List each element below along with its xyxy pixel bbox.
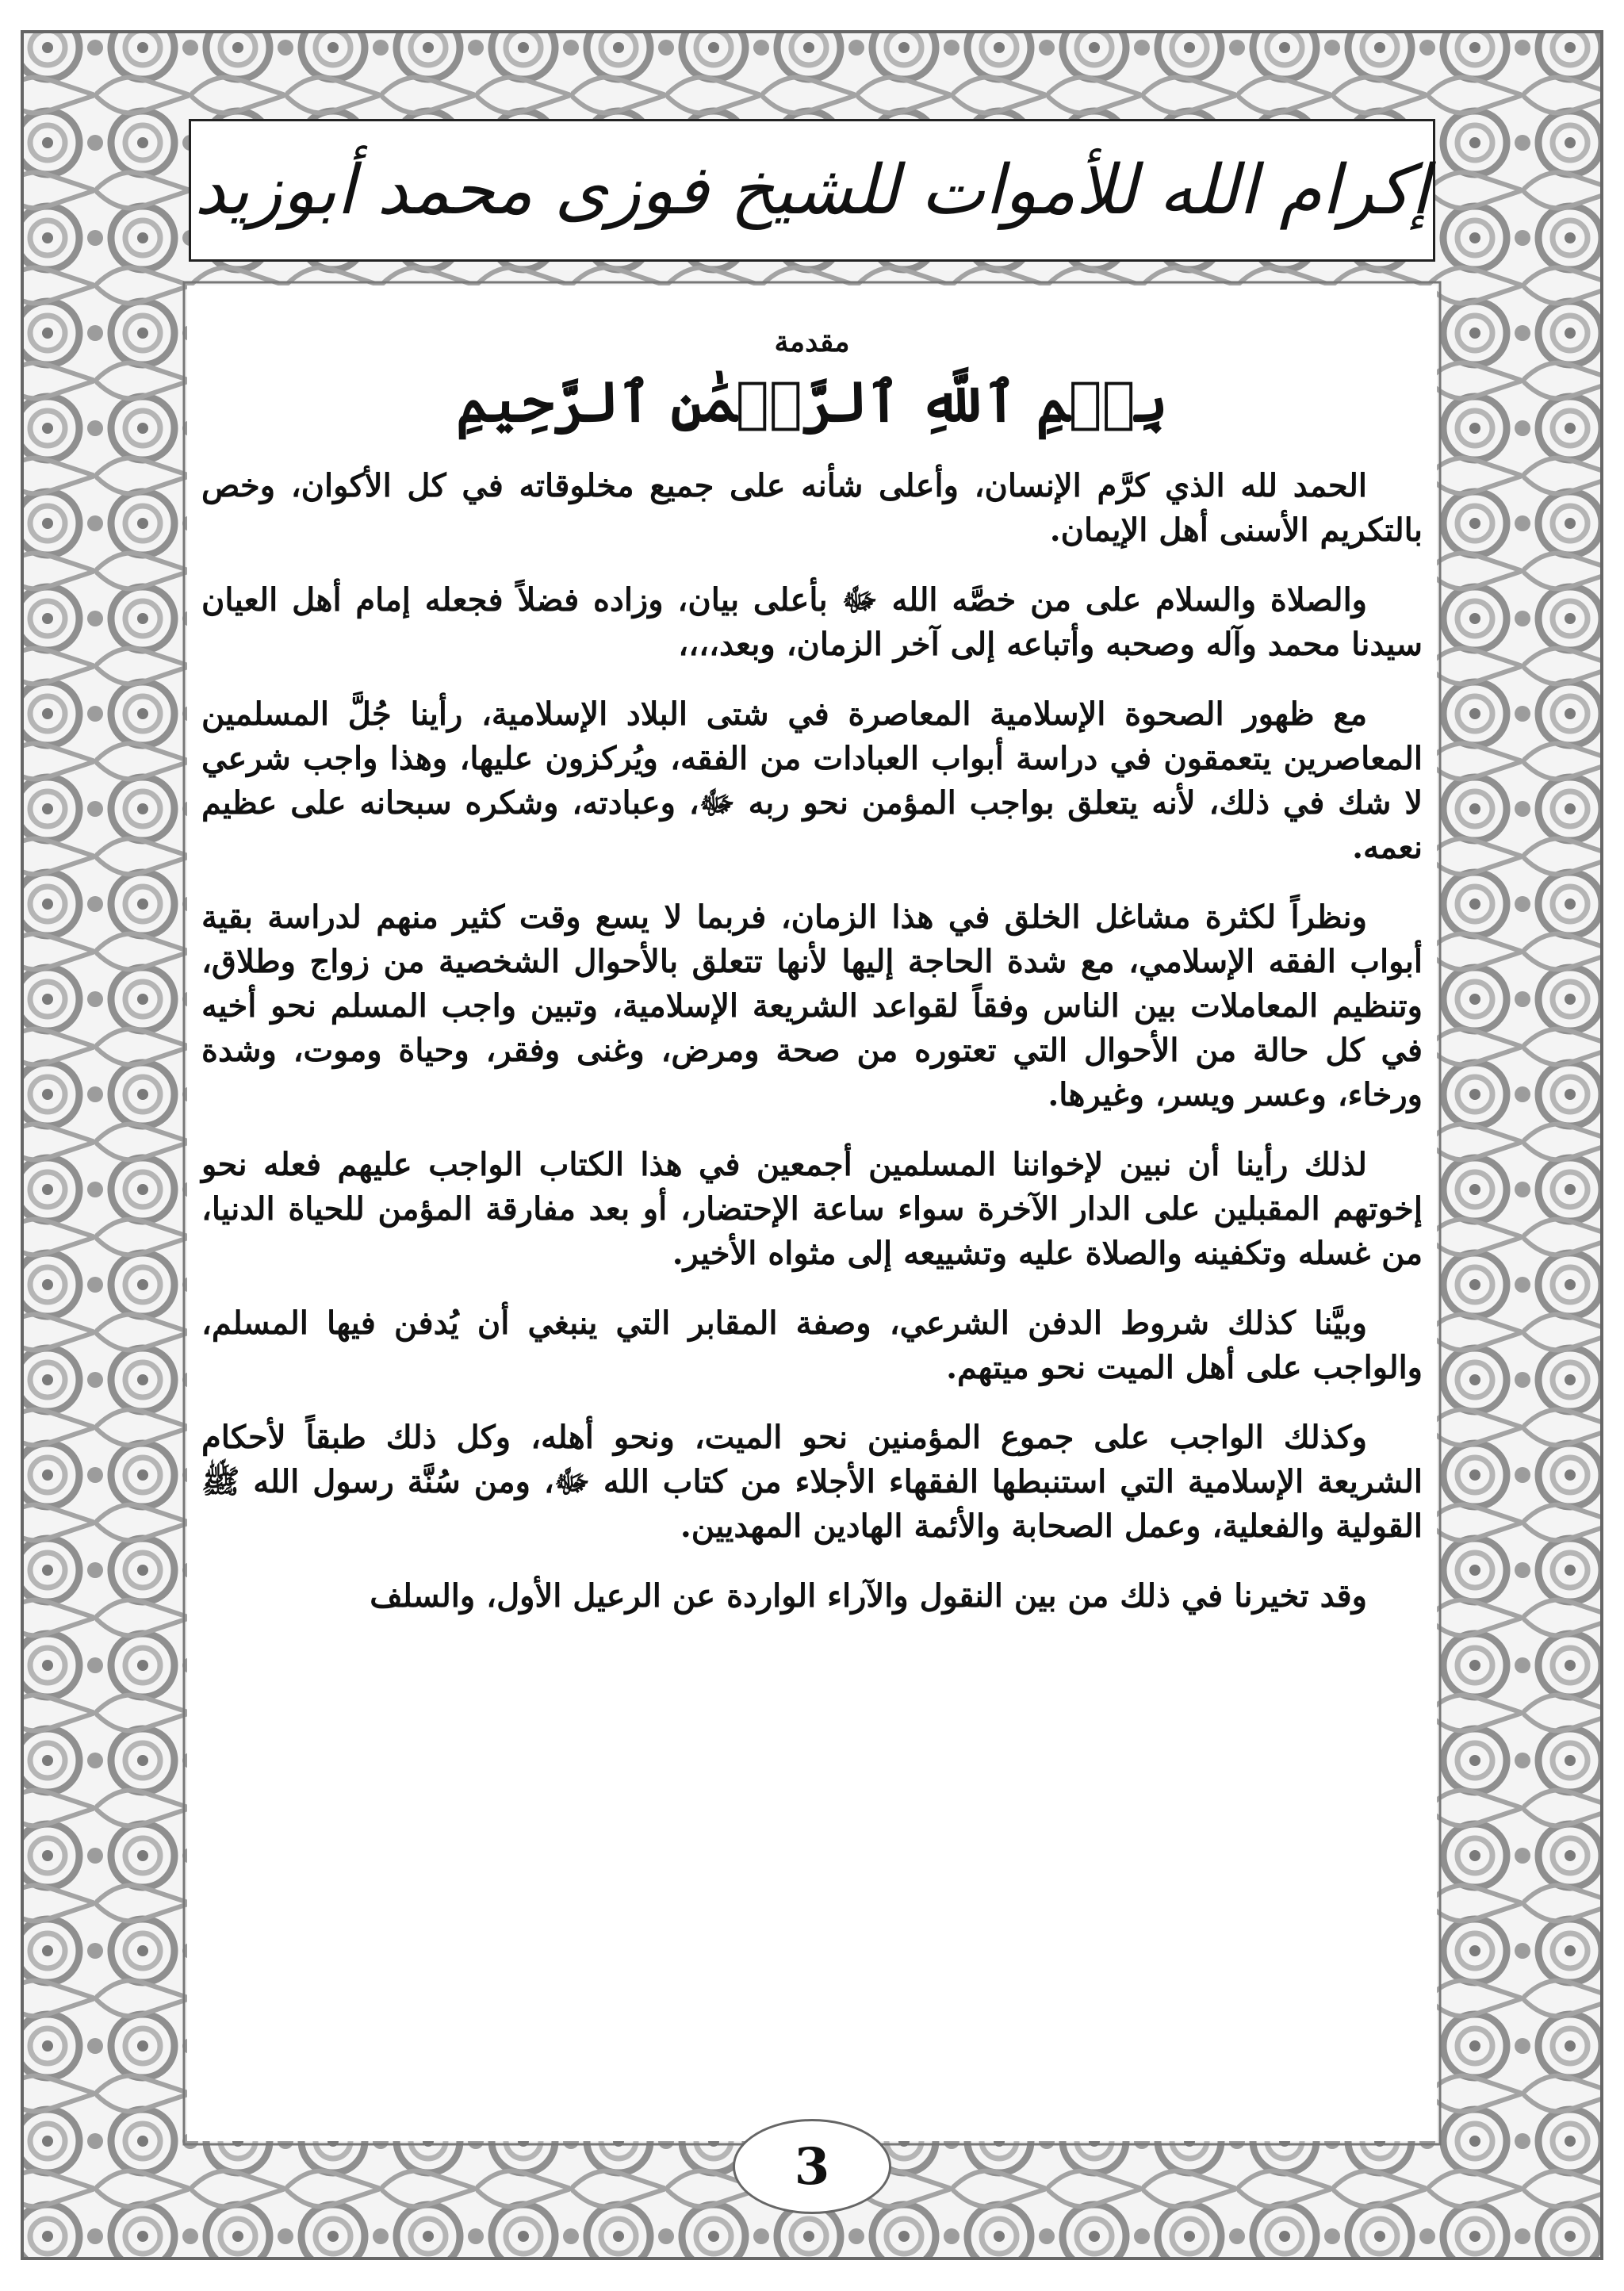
book-title: إكرام الله للأموات للشيخ فوزى محمد أبوزيد <box>194 151 1430 230</box>
paragraph: ونظراً لكثرة مشاغل الخلق في هذا الزمان، فربما لا يسع وقت كثير منهم لدراسة بقية أبواب الفقه الإسلامي، مع شدة الحاجة إليها لأنها تتعلق بالأحوال الشخصية من زواج وطلاق، وتنظيم المعاملات بين الناس وفقاً لقواعد الشريعة الإسلامية، وتبين واجب المسلم نحو أخيه في كل حالة من الأحوال التي تعتوره من صحة ومرض، وغنى وفقر، وحياة وموت، وشدة ورخاء، وعسر ويسر، وغيرها. <box>201 898 1423 1113</box>
basmala: بِسۡمِ ٱللَّهِ ٱلرَّحۡمَٰنِ ٱلرَّحِيمِ <box>456 369 1168 435</box>
paragraph: مع ظهور الصحوة الإسلامية المعاصرة في شتى البلاد الإسلامية، رأينا جُلَّ المسلمين المعاصرين يتعمقون في دراسة أبواب العبادات من الفقه، ويُركزون عليها، وهذا واجب شرعي لا شك في ذلك، لأنه يتعلق بواجب المؤمن نحو ربه ﷻ، وعبادته، وشكره سبحانه على عظيم نعمه. <box>201 695 1423 866</box>
page-number: 3 <box>794 2136 830 2197</box>
page-number-badge <box>733 2119 891 2214</box>
paragraph: الحمد لله الذي كرَّم الإنسان، وأعلى شأنه على جميع مخلوقاته في كل الأكوان، وخص بالتكريم الأسنى أهل الإيمان. <box>201 467 1423 549</box>
paragraph: وبيَّنا كذلك شروط الدفن الشرعي، وصفة المقابر التي ينبغي أن يُدفن فيها المسلم، والواجب على أهل الميت نحو ميتهم. <box>201 1304 1423 1386</box>
paragraph: والصلاة والسلام على من خصَّه الله ﷻ بأعلى بيان، وزاده فضلاً فجعله إمام أهل العيان سيدنا محمد وآله وصحبه وأتباعه إلى آخر الزمان، وبعد،،،، <box>201 581 1423 663</box>
paragraph: وقد تخيرنا في ذلك من بين النقول والآراء الواردة عن الرعيل الأول، والسلف <box>370 1577 1367 1615</box>
paragraph: وكذلك الواجب على جموع المؤمنين نحو الميت، ونحو أهله، وكل ذلك طبقاً لأحكام الشريعة الإسلامية التي استنبطها الفقهاء الأجلاء من كتاب الله ﷻ، ومن سُنَّة رسول الله ﷺ القولية والفعلية، وعمل الصحابة والأئمة الهادين المهديين. <box>201 1419 1423 1545</box>
paragraph: لذلك رأينا أن نبين لإخواننا المسلمين أجمعين في هذا الكتاب الواجب عليهم فعله نحو إخوتهم المقبلين على الدار الآخرة سواء ساعة الإحتضار، أو بعد مفارقة المؤمن للحياة الدنيا، من غسله وتكفينه والصلاة عليه وتشييعه إلى مثواه الأخير. <box>201 1146 1423 1272</box>
section-label: مقدمة <box>774 325 850 358</box>
body-text <box>201 464 1423 1644</box>
text-area <box>187 285 1437 2141</box>
title-banner <box>189 119 1435 262</box>
